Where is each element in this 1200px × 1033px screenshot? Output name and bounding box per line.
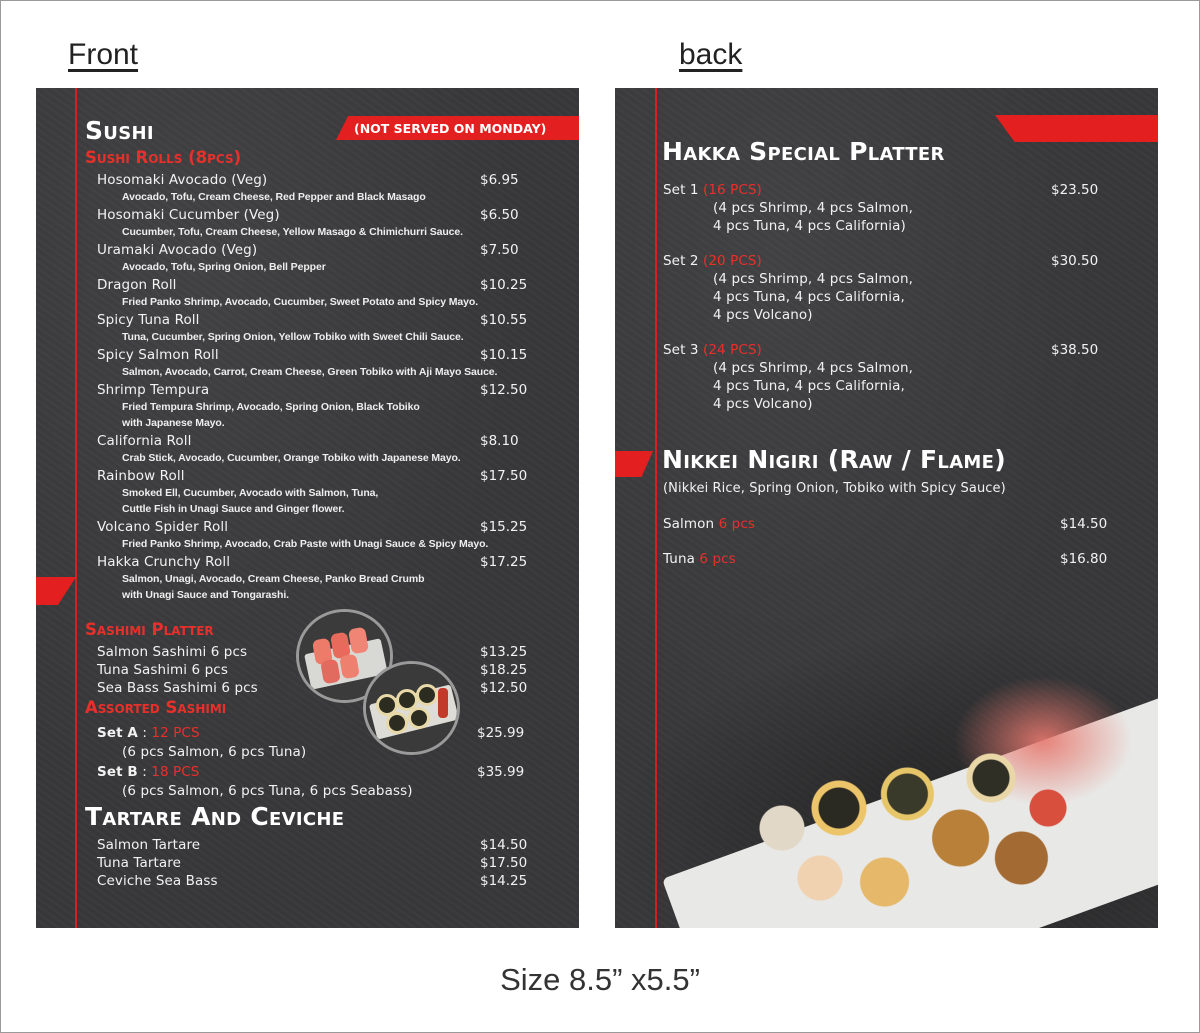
tartare-price: $14.25 xyxy=(480,873,528,889)
tartare-ceviche-heading: Tartare And Ceviche xyxy=(85,802,345,831)
roll-description: Fried Panko Shrimp, Avocado, Cucumber, Sweet Potato and Spicy Mayo. xyxy=(122,296,479,308)
roll-price: $12.50 xyxy=(480,382,528,398)
set-price: $35.99 xyxy=(477,764,525,780)
roll-price: $8.10 xyxy=(480,433,519,449)
roll-price: $10.15 xyxy=(480,347,528,363)
sashimi-price: $13.25 xyxy=(480,644,528,660)
roll-description: Tuna, Cucumber, Spring Onion, Yellow Tobiko with Sweet Chili Sauce. xyxy=(122,331,464,343)
roll-description: Avocado, Tofu, Spring Onion, Bell Pepper xyxy=(122,261,326,273)
roll-price: $6.50 xyxy=(480,207,519,223)
roll-name: Shrimp Tempura xyxy=(97,382,210,398)
roll-price: $10.25 xyxy=(480,277,528,293)
set-piece-count: 12 PCS xyxy=(151,725,200,741)
hakka-platter-heading: Hakka Special Platter xyxy=(662,137,945,166)
nigiri-name: Tuna xyxy=(663,551,695,567)
set-contents-line: 4 pcs Tuna, 4 pcs California, xyxy=(713,289,905,305)
roll-description: Salmon, Unagi, Avocado, Cream Cheese, Panko Bread Crumb xyxy=(122,573,425,585)
set-piece-count: (16 PCS) xyxy=(702,182,762,198)
roll-description: Avocado, Tofu, Cream Cheese, Red Pepper and Black Masago xyxy=(122,191,426,203)
sushi-title: Sushi xyxy=(85,116,154,145)
set-price: $38.50 xyxy=(1051,342,1099,358)
assorted-sashimi-heading: Assorted Sashimi xyxy=(85,698,227,717)
roll-name: Spicy Tuna Roll xyxy=(97,312,200,328)
platter-set-row xyxy=(663,253,762,269)
set-price: $23.50 xyxy=(1051,182,1099,198)
nigiri-piece-count: 6 pcs xyxy=(718,516,755,532)
sashimi-price: $12.50 xyxy=(480,680,528,696)
roll-name: Hosomaki Cucumber (Veg) xyxy=(97,207,280,223)
roll-price: $15.25 xyxy=(480,519,528,535)
roll-price: $7.50 xyxy=(480,242,519,258)
roll-price: $10.55 xyxy=(480,312,528,328)
not-served-banner-text: (NOT SERVED ON MONDAY) xyxy=(354,121,547,136)
nigiri-name: Salmon xyxy=(663,516,715,532)
roll-name: Hakka Crunchy Roll xyxy=(97,554,231,570)
nikkei-nigiri-heading: Nikkei Nigiri (Raw / Flame) xyxy=(662,445,1006,474)
set-contents-line: 4 pcs Volcano) xyxy=(713,396,813,412)
roll-name: Rainbow Roll xyxy=(97,468,185,484)
set-contents: (6 pcs Salmon, 6 pcs Tuna, 6 pcs Seabass) xyxy=(122,783,413,799)
assorted-set-row xyxy=(97,764,199,780)
set-piece-count: (20 PCS) xyxy=(702,253,762,269)
set-label: Set B xyxy=(97,764,138,780)
sashimi-name: Sea Bass Sashimi 6 pcs xyxy=(97,680,258,696)
set-contents-line: 4 pcs Tuna, 4 pcs California, xyxy=(713,378,905,394)
set-contents-line: (4 pcs Shrimp, 4 pcs Salmon, xyxy=(713,200,914,216)
red-vertical-rule xyxy=(75,88,77,928)
separator: : xyxy=(137,764,152,780)
set-price: $25.99 xyxy=(477,725,525,741)
roll-description: Crab Stick, Avocado, Cucumber, Orange Tobiko with Japanese Mayo. xyxy=(122,452,461,464)
roll-name: Hosomaki Avocado (Veg) xyxy=(97,172,268,188)
sushi-roll-photo xyxy=(363,661,460,755)
sashimi-price: $18.25 xyxy=(480,662,528,678)
set-contents-line: 4 pcs Volcano) xyxy=(713,307,813,323)
nigiri-row xyxy=(663,516,755,532)
tartare-price: $17.50 xyxy=(480,855,528,871)
sashimi-platter-heading: Sashimi Platter xyxy=(85,620,214,639)
separator: : xyxy=(137,725,152,741)
roll-name: Uramaki Avocado (Veg) xyxy=(97,242,258,258)
set-label: Set 3 xyxy=(663,342,699,358)
print-size-label: Size 8.5” x5.5” xyxy=(500,962,700,997)
back-label: back xyxy=(679,38,743,71)
assorted-set-row xyxy=(97,725,200,741)
tartare-name: Tuna Tartare xyxy=(97,855,182,871)
red-side-tab xyxy=(615,451,653,477)
set-contents-line: 4 pcs Tuna, 4 pcs California) xyxy=(713,218,906,234)
roll-description: Cucumber, Tofu, Cream Cheese, Yellow Masago & Chimichurri Sauce. xyxy=(122,226,463,238)
sushi-rolls-heading: Sushi Rolls (8pcs) xyxy=(85,148,242,167)
red-side-tab xyxy=(36,577,76,605)
tartare-name: Salmon Tartare xyxy=(97,837,201,853)
front-label: Front xyxy=(68,38,139,71)
roll-description: Smoked Ell, Cucumber, Avocado with Salmon, Tuna, xyxy=(122,487,379,499)
roll-price: $17.25 xyxy=(480,554,528,570)
set-price: $30.50 xyxy=(1051,253,1099,269)
roll-price: $6.95 xyxy=(480,172,519,188)
back-menu-panel xyxy=(615,88,1158,928)
set-label: Set 2 xyxy=(663,253,699,269)
front-menu-panel xyxy=(36,88,579,928)
set-piece-count: (24 PCS) xyxy=(702,342,762,358)
roll-name: California Roll xyxy=(97,433,192,449)
red-banner xyxy=(995,115,1158,142)
roll-price: $17.50 xyxy=(480,468,528,484)
roll-description: with Japanese Mayo. xyxy=(122,417,225,429)
set-contents: (6 pcs Salmon, 6 pcs Tuna) xyxy=(122,744,307,760)
set-piece-count: 18 PCS xyxy=(151,764,200,780)
roll-description: Fried Panko Shrimp, Avocado, Crab Paste with Unagi Sauce & Spicy Mayo. xyxy=(122,538,489,550)
platter-set-row xyxy=(663,182,762,198)
set-label: Set A xyxy=(97,725,138,741)
roll-name: Volcano Spider Roll xyxy=(97,519,229,535)
sushi-rolls-photo xyxy=(725,738,1105,928)
set-contents-line: (4 pcs Shrimp, 4 pcs Salmon, xyxy=(713,271,914,287)
roll-description: Cuttle Fish in Unagi Sauce and Ginger flower. xyxy=(122,503,345,515)
roll-description: with Unagi Sauce and Tongarashi. xyxy=(122,589,289,601)
platter-set-row xyxy=(663,342,762,358)
roll-description: Fried Tempura Shrimp, Avocado, Spring Onion, Black Tobiko xyxy=(122,401,420,413)
roll-name: Spicy Salmon Roll xyxy=(97,347,219,363)
tartare-price: $14.50 xyxy=(480,837,528,853)
sashimi-name: Salmon Sashimi 6 pcs xyxy=(97,644,248,660)
nigiri-piece-count: 6 pcs xyxy=(699,551,736,567)
nigiri-price: $16.80 xyxy=(1060,551,1108,567)
set-contents-line: (4 pcs Shrimp, 4 pcs Salmon, xyxy=(713,360,914,376)
roll-description: Salmon, Avocado, Carrot, Cream Cheese, Green Tobiko with Aji Mayo Sauce. xyxy=(122,366,498,378)
nigiri-price: $14.50 xyxy=(1060,516,1108,532)
nigiri-row xyxy=(663,551,736,567)
sashimi-name: Tuna Sashimi 6 pcs xyxy=(97,662,228,678)
nikkei-nigiri-subtitle: (Nikkei Rice, Spring Onion, Tobiko with Spicy Sauce) xyxy=(663,481,1006,496)
tartare-name: Ceviche Sea Bass xyxy=(97,873,218,889)
set-label: Set 1 xyxy=(663,182,699,198)
roll-name: Dragon Roll xyxy=(97,277,177,293)
